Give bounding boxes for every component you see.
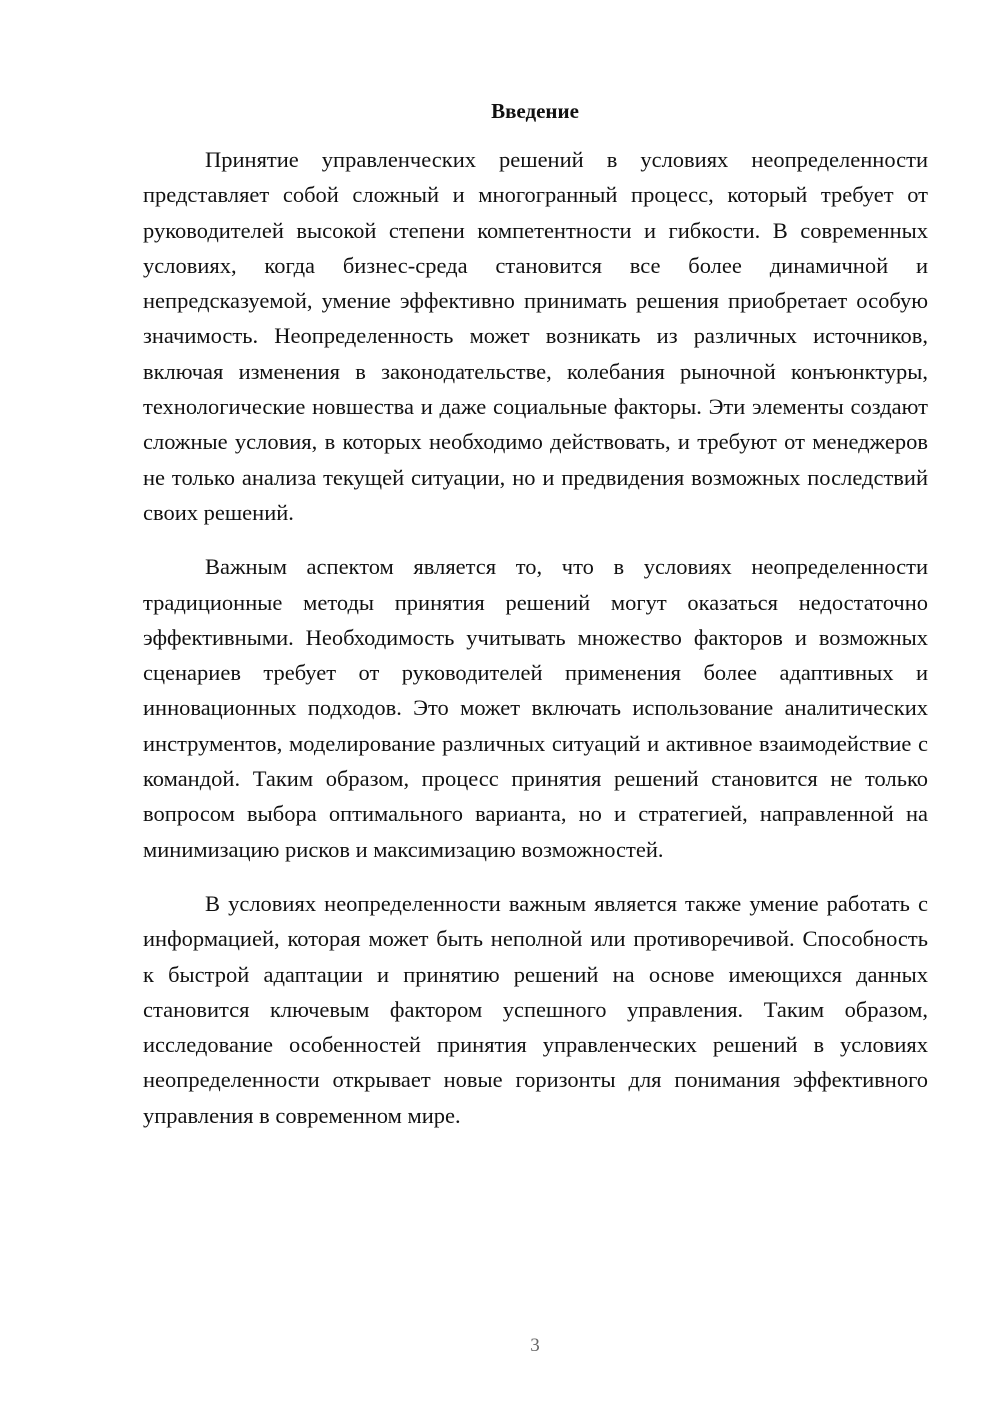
paragraph-1: Принятие управленческих решений в условиях неопределенности представляет собой сложный и многогранный процесс, который требует от руководителей высокой степени компетентности и гибкости. В современных условиях, когда бизнес-среда становится все более динамичной и непредсказуемой, умение эффективно принимать решения приобретает особую значимость. Неопределенность может возникать из различных источников, включая изменения в законодательстве, колебания рыночной конъюнктуры, технологические новшества и даже социальные факторы. Эти элементы создают сложные условия, в которых необходимо действовать, и требуют от менеджеров не только анализа текущей ситуации, но и предвидения возможных последствий своих решений. — [143, 147, 928, 525]
paragraph-3: В условиях неопределенности важным является также умение работать с информацией, которая может быть неполной или противоречивой. Способность к быстрой адаптации и принятию решений на основе имеющихся данных становится ключевым фактором успешного управления. Таким образом, исследование особенностей принятия управленческих решений в условиях неопределенности открывает новые горизонты для понимания эффективного управления в современном мире. — [143, 890, 928, 1128]
page-number: 3 — [530, 1335, 540, 1356]
section-title: Введение — [491, 99, 579, 123]
document-body — [143, 142, 928, 1133]
paragraph-2: Важным аспектом является то, что в условиях неопределенности традиционные методы принятия решений могут оказаться недостаточно эффективными. Необходимость учитывать множество факторов и возможных сценариев требует от руководителей применения более адаптивных и инновационных подходов. Это может включать использование аналитических инструментов, моделирование различных ситуаций и активное взаимодействие с командой. Таким образом, процесс принятия решений становится не только вопросом выбора оптимального варианта, но и стратегией, направленной на минимизацию рисков и максимизацию возможностей. — [143, 554, 928, 862]
